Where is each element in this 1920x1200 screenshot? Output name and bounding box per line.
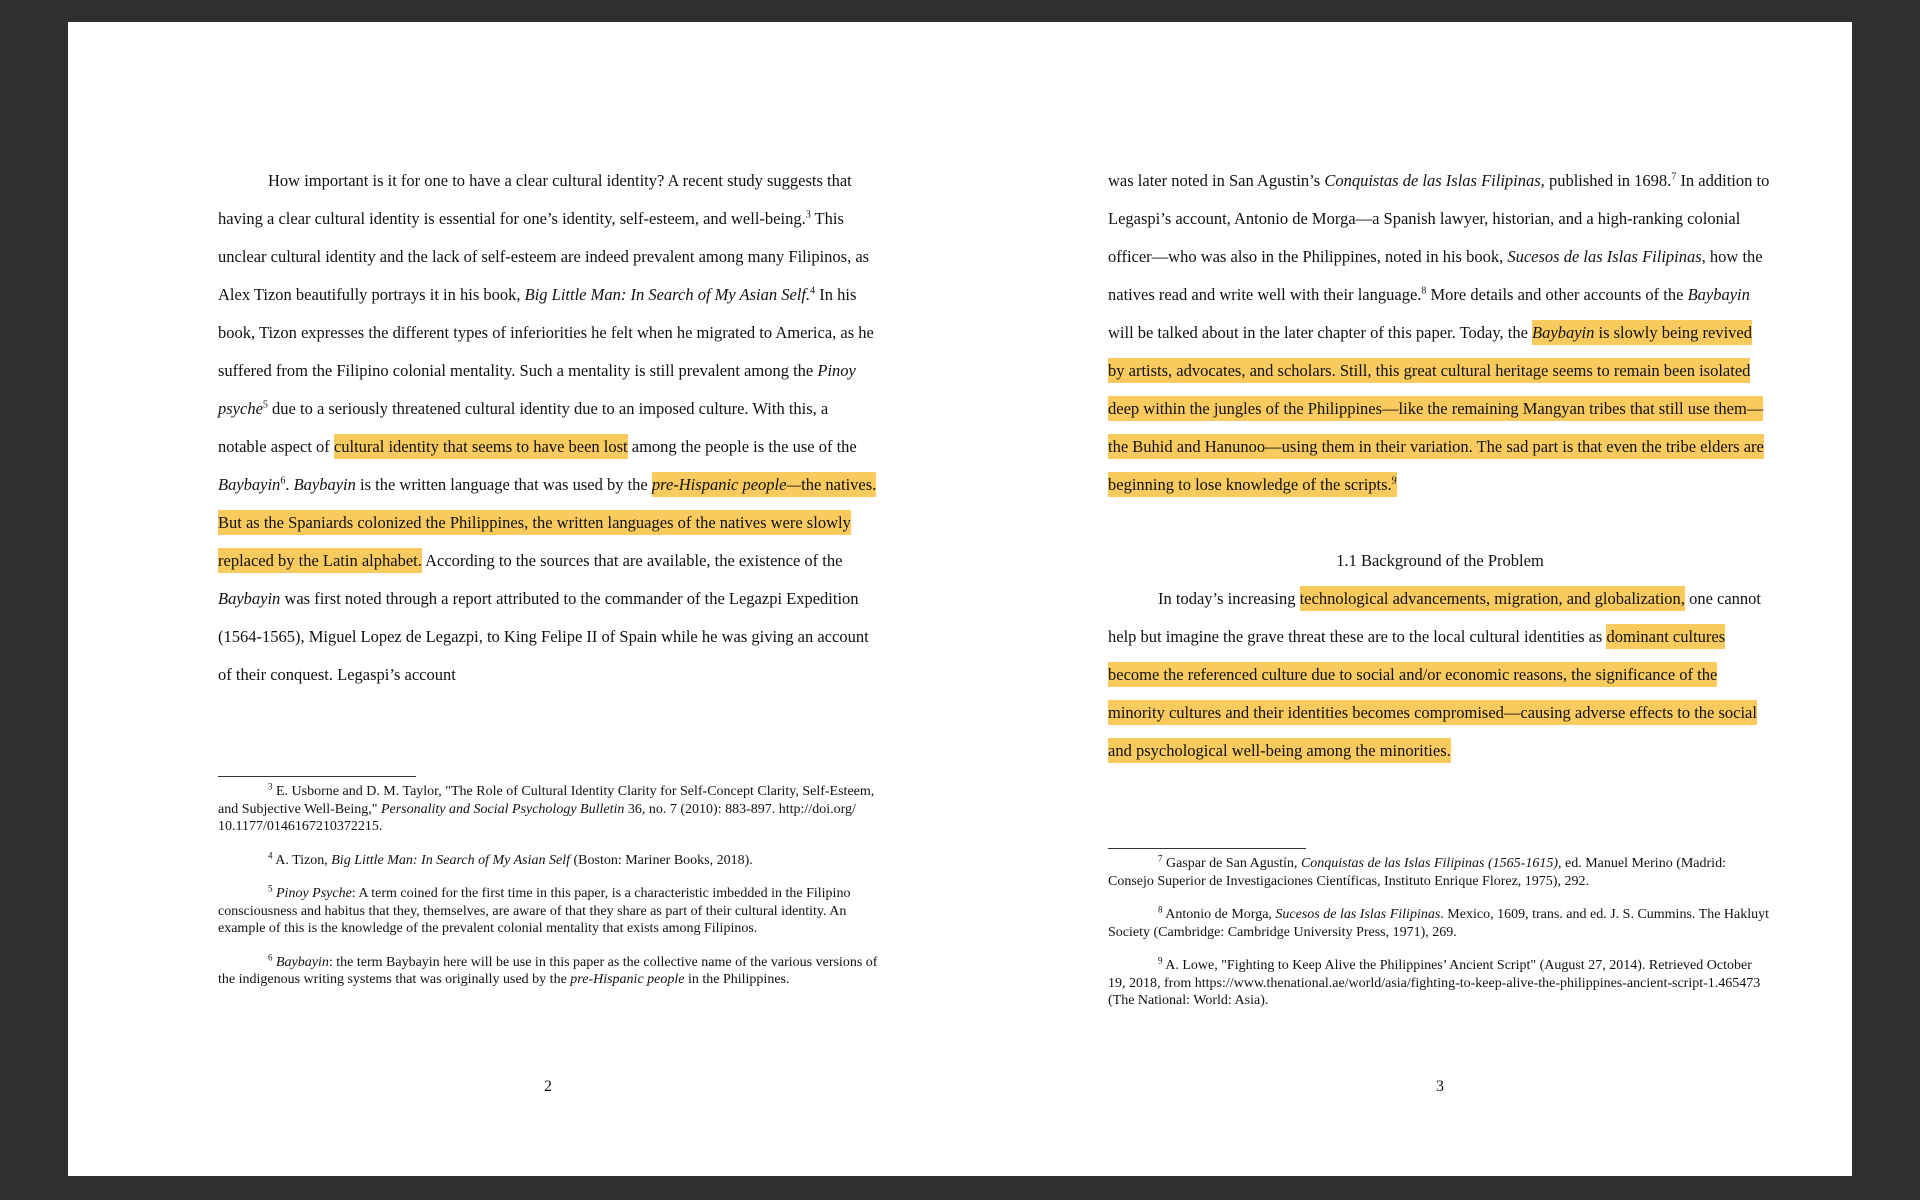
text-run: among the people is the use of the <box>627 437 857 456</box>
highlight: dominant cultures become the referenced culture due to social and/or economic reasons, the significance of the minority cultures and their identities becomes compromised—causing adverse effects to the social and psychological well-being among the minorities. <box>1108 624 1757 763</box>
page-3-body <box>1108 162 1772 770</box>
footnote-7[interactable] <box>1108 855 1772 890</box>
text-run: : A term coined for the first time in this paper, is a characteristic imbedded in the Filipino consciousness and habitus that they, themselves, are aware of that they share as part of their cultural identity. An example of this is the knowledge of the prevalent colonial mentality that exists among Filipinos. <box>218 886 851 936</box>
footnote-ref: 6 <box>280 475 286 487</box>
footnote-4[interactable] <box>218 849 878 870</box>
highlight-italic: Baybayin <box>1532 320 1594 345</box>
italic-text: pre-Hispanic people <box>570 972 685 987</box>
text-run: . <box>285 475 294 494</box>
text-run: will be talked about in the later chapter of this paper. Today, the <box>1108 323 1533 342</box>
page-3-paragraph[interactable] <box>1108 580 1772 770</box>
page-2-body <box>218 162 878 694</box>
page-2-paragraph[interactable] <box>218 162 878 694</box>
footnote-ref: 5 <box>268 883 273 894</box>
text-run: In today’s increasing <box>1158 589 1300 608</box>
footnote-ref: 7 <box>1158 853 1163 864</box>
text-run: was first noted through a report attributed to the commander of the Legazpi Expedition (1564-1565), Miguel Lopez de Legazpi, to King Felipe II of Spain while he was giving an account of their conquest. Legaspi’s account <box>218 589 869 684</box>
text-run: Antonio de Morga, <box>1162 907 1276 922</box>
italic-text: Personality and Social Psychology Bulletin <box>380 801 625 817</box>
footnote-ref: 8 <box>1421 285 1427 297</box>
footnote-5[interactable] <box>218 885 878 938</box>
page-2-footnotes <box>218 776 878 1005</box>
page-number: 3 <box>1436 1078 1444 1095</box>
page-number: 2 <box>544 1078 552 1095</box>
text-run: 36, no. 7 (2010): 883-897. http://doi.org/ 10.1177/0146167210372215. <box>218 801 856 834</box>
text-run: one cannot help but imagine the grave threat these are to the local cultural identities as <box>1108 589 1761 646</box>
footnote-ref: 8 <box>1158 904 1163 915</box>
italic-text: Baybayin <box>276 954 329 970</box>
italic-text: Conquistas de las Islas Filipinas (1565-1615) <box>1300 856 1558 871</box>
text-run: Gaspar de San Agustín, <box>1162 856 1301 871</box>
text-run: . Mexico, 1609, trans. and ed. J. S. Cummins. The Hakluyt Society (Cambridge: Cambridge University Press, 1971), 269. <box>1108 907 1770 940</box>
italic-text: Pinoy psyche <box>218 361 856 418</box>
text-run: A. Tizon, <box>272 852 332 868</box>
italic-text: Baybayin <box>218 475 281 494</box>
text-run: This unclear cultural identity and the lack of self-esteem are indeed prevalent among many Filipinos, as Alex Tizon beautifully portrays it in his book, <box>218 209 870 304</box>
text-run: According to the sources that are available, the existence of the <box>421 551 843 570</box>
italic-text: Sucesos de las Islas Filipinas <box>1507 247 1702 266</box>
footnote-6[interactable] <box>218 951 878 989</box>
text-run: (Boston: Mariner Books, 2018). <box>570 852 753 868</box>
italic-text: Baybayin <box>218 589 281 608</box>
footnote-8[interactable] <box>1108 906 1772 941</box>
footnote-ref: 3 <box>805 209 811 221</box>
text-run: is the written language that was used by the <box>355 475 652 494</box>
text-run: due to a seriously threatened cultural identity due to an imposed culture. With this, a notable aspect of <box>218 399 829 456</box>
text-run: published in 1698. <box>1544 171 1672 190</box>
highlight: is slowly being revived by artists, advocates, and scholars. Still, this great cultural heritage seems to remain been isolated deep within the jungles of the Philippines—like the remaining Mangyan tribes that still use them—the Buhid and Hanunoo—using them in their variation. The sad part is that even the tribe elders are beginning to lose knowledge of the scripts. <box>1108 320 1764 497</box>
footnote-separator <box>1108 848 1306 849</box>
text-run: How important is it for one to have a clear cultural identity? A recent study suggests that having a clear cultural identity is essential for one’s identity, self-esteem, and well-being. <box>218 171 852 228</box>
text-run: E. Usborne and D. M. Taylor, "The Role of Cultural Identity Clarity for Self-Concept Clarity, Self-Esteem, and Subjective Well-Being," <box>218 784 875 817</box>
page-2 <box>218 22 878 1176</box>
italic-text: Big Little Man: In Search of My Asian Self. <box>524 285 811 304</box>
footnote-ref: 9 <box>1158 955 1163 966</box>
footnote-9[interactable] <box>1108 957 1772 1010</box>
italic-text: Conquistas de las Islas Filipinas, <box>1324 171 1545 190</box>
highlight: cultural identity that seems to have been lost <box>334 434 628 459</box>
italic-text: Sucesos de las Islas Filipinas <box>1275 907 1441 922</box>
italic-text: Pinoy Psyche <box>276 886 352 901</box>
text-run: : the term Baybayin here will be use in this paper as the collective name of the various versions of the indigenous writing systems that was originally used by the <box>218 954 878 987</box>
footnote-ref: 4 <box>268 849 273 860</box>
text-run: In his book, Tizon expresses the different types of inferiorities he felt when he migrated to America, as he suffered from the Filipino colonial mentality. Such a mentality is still prevalent among the <box>218 285 874 380</box>
italic-text: Baybayin <box>293 475 356 494</box>
two-page-spread <box>68 22 1852 1176</box>
text-run: , ed. Manuel Merino (Madrid: Consejo Superior de Investigaciones Científicas, Instituto Enrique Florez, 1975), 292. <box>1108 856 1726 889</box>
text-run: More details and other accounts of the <box>1426 285 1688 304</box>
footnote-ref: 5 <box>262 399 268 411</box>
footnote-separator <box>218 776 416 777</box>
italic-text: Big Little Man: In Search of My Asian Self <box>331 852 570 868</box>
section-heading[interactable]: 1.1 Background of the Problem <box>1336 551 1544 570</box>
italic-text: Baybayin <box>1687 285 1750 304</box>
page-3-paragraph-continued[interactable] <box>1108 162 1772 504</box>
footnote-ref: 6 <box>268 951 273 962</box>
text-run: In addition to Legaspi’s account, Antonio de Morga—a Spanish lawyer, historian, and a high-ranking colonial officer—who was also in the Philippines, noted in his book, <box>1108 171 1770 266</box>
highlight: technological advancements, migration, and globalization, <box>1300 586 1685 611</box>
section-spacer <box>1108 504 1772 542</box>
footnote-ref: 7 <box>1671 171 1677 183</box>
footnote-ref: 4 <box>810 285 816 297</box>
text-run: in the Philippines. <box>684 972 790 987</box>
text-run: , how the natives read and write well with their language. <box>1108 247 1763 304</box>
page-3 <box>1108 22 1772 1176</box>
highlight: the natives. But as the Spaniards colonized the Philippines, the written languages of the natives were slowly replaced by the Latin alphabet. <box>218 472 876 573</box>
text-run: was later noted in San Agustin’s <box>1108 171 1325 190</box>
footnote-ref: 3 <box>268 781 273 792</box>
footnote-3[interactable] <box>218 783 878 836</box>
page-3-footnotes <box>1108 848 1772 1026</box>
text-run: A. Lowe, "Fighting to Keep Alive the Philippines’ Ancient Script" (August 27, 2014). Retrieved October 19, 2018, from https://www.thenational.ae/world/asia/fighting-to-keep-alive-the-philippines-ancient-script-1.465473 (The National: World: Asia). <box>1108 958 1761 1008</box>
highlight-italic: pre-Hispanic people— <box>652 472 801 497</box>
highlight-footnote-ref: 9 <box>1392 472 1397 497</box>
